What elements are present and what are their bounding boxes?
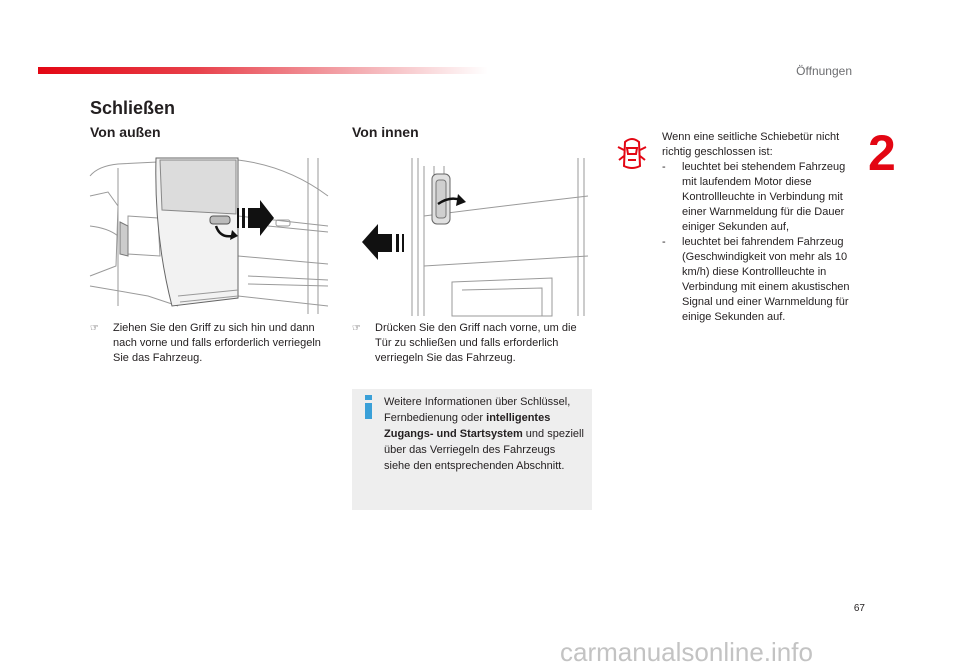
page-title: Schließen [90, 98, 176, 118]
info-icon [364, 395, 374, 419]
list-item: - leuchtet bei stehendem Fahrzeug mit laufendem Motor diese Kontrollleuchte in Verbindung mit einer Warnmeldung für die Dauer einiger Sekunden auf, [662, 161, 846, 233]
door-interior-illustration [352, 156, 590, 318]
heading-outside: Von außen [90, 124, 161, 140]
hand-pointer-icon: ☞ [352, 323, 361, 334]
hand-pointer-icon: ☞ [90, 323, 99, 334]
watermark: carmanualsonline.info [560, 637, 813, 667]
inside-instruction: ☞ Drücken Sie den Griff nach vorne, um die Tür zu schließen und falls erforderlich verriegeln Sie das Fahrzeug. [352, 322, 577, 364]
page-number: 67 [853, 603, 865, 614]
chapter-number: 2 [868, 125, 896, 181]
info-box [352, 389, 592, 510]
chapter-name: Öffnungen [796, 64, 852, 78]
door-open-warning-icon [616, 136, 648, 172]
chapter-accent-bar [38, 67, 488, 74]
list-item: - leuchtet bei fahrendem Fahrzeug (Geschwindigkeit von mehr als 10 km/h) diese Kontrollleuchte in Verbindung mit einem akustischen Signal und einer Warnmeldung für einige Sekunden auf. [662, 236, 850, 323]
van-exterior-illustration [88, 156, 332, 318]
warning-text: Wenn eine seitliche Schiebetür nicht richtig geschlossen ist: - leuchtet bei stehendem Fahrzeug mit laufendem Motor diese Kontrollleuchte in Verbindung mit einer Warnmeldung für die Dauer einiger Sekunden auf, - leuchtet bei fahrendem Fahrzeug (Geschwindigkeit von mehr als 10 km/h) diese Kontrollleuchte in Verbindung mit einem akustischen Signal und einer Warnmeldung für einige Sekunden auf. [662, 130, 862, 325]
heading-inside: Von innen [352, 124, 419, 140]
outside-instruction: ☞ Ziehen Sie den Griff zu sich hin und dann nach vorne und falls erforderlich verriegeln Sie das Fahrzeug. [90, 322, 321, 364]
info-text: Weitere Informationen über Schlüssel, Fernbedienung oder intelligentes Zugangs- und Startsystem und speziell über das Verriegeln des Fahrzeugs siehe den entsprechenden Abschnitt. [384, 396, 584, 472]
